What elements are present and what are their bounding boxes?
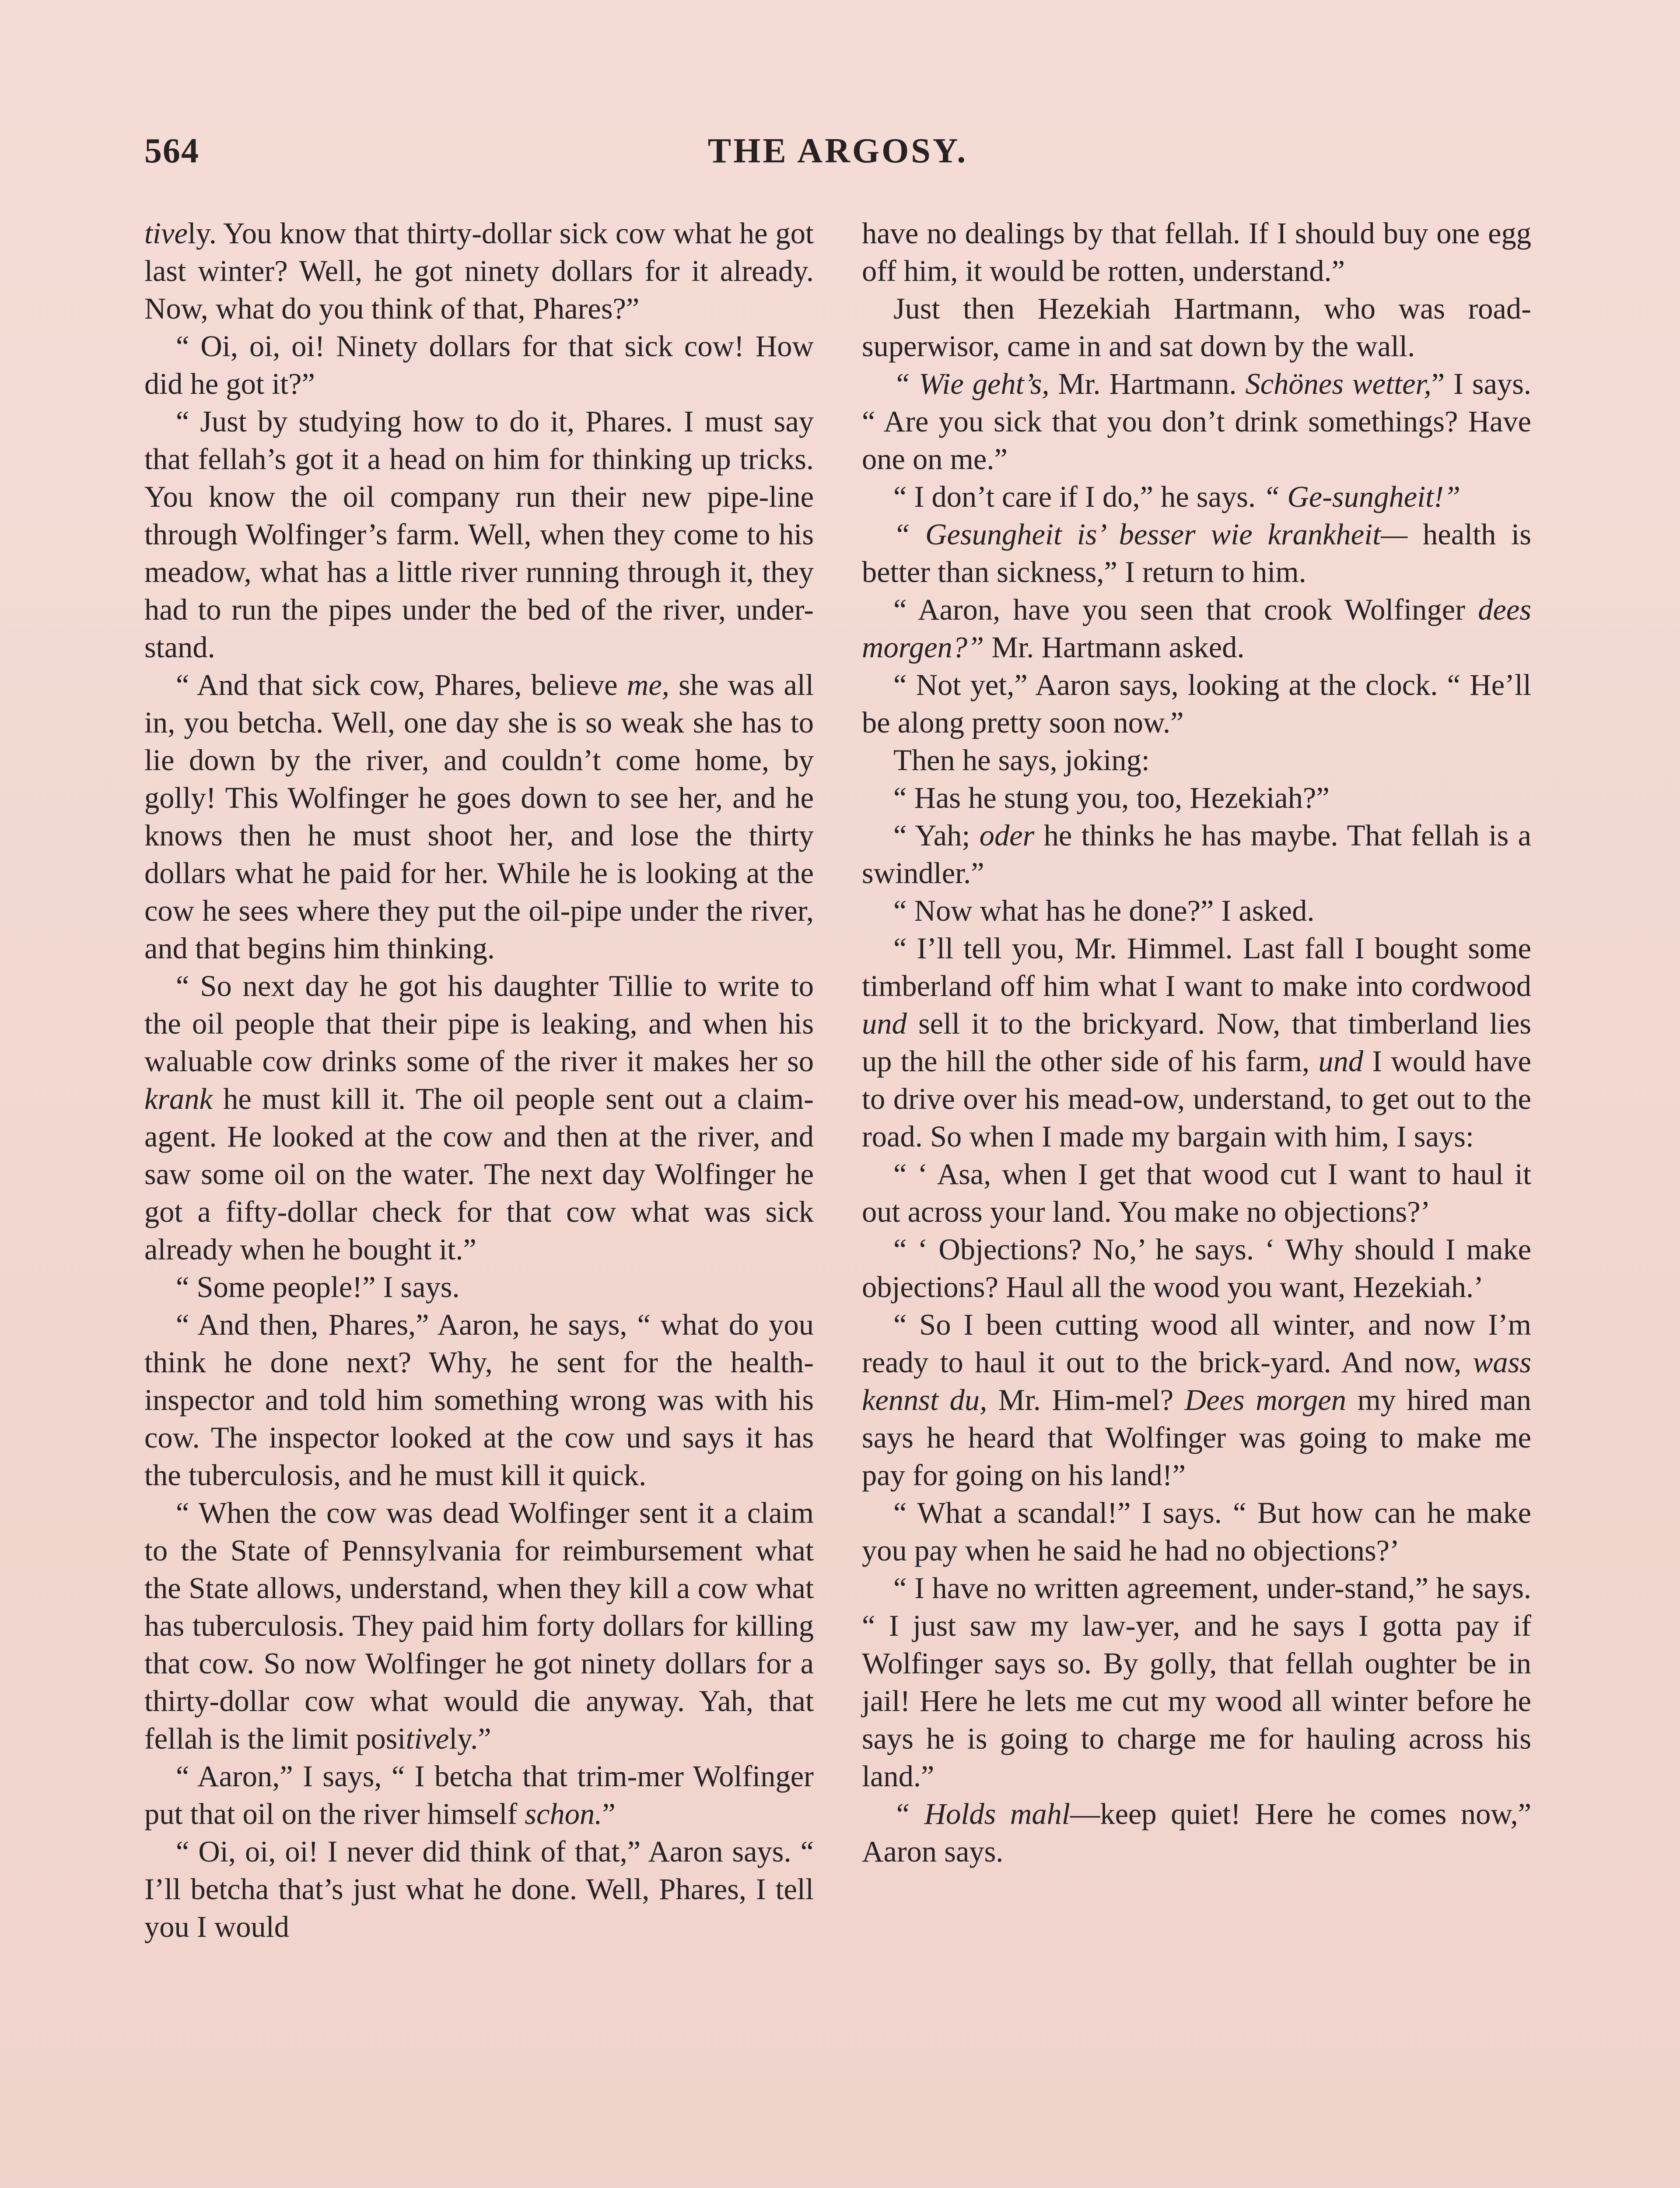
paragraph xyxy=(862,779,1531,817)
text-run: he must kill it. The oil people sent out a claim-agent. He looked at the cow and then at the river, and saw some oil on the water. The next day Wolfinger he got a fifty-dollar check for that cow what was sick already when he bought it.” xyxy=(144,1082,814,1266)
text-run: “ I’ll tell you, Mr. Himmel. Last fall I bought some timberland off him what I want to make into cordwood xyxy=(862,932,1531,1003)
paragraph xyxy=(862,1569,1531,1795)
text-run: he thinks he has maybe. That fellah is a swindler.” xyxy=(862,819,1531,890)
paragraph xyxy=(144,403,814,666)
italic-text: oder xyxy=(979,819,1035,852)
paragraph xyxy=(144,967,814,1268)
text-run: “ Some people!” I says. xyxy=(176,1270,460,1304)
paragraph xyxy=(862,1795,1531,1870)
text-run: Mr. Him-mel? xyxy=(987,1383,1185,1417)
paragraph xyxy=(144,214,814,327)
paragraph xyxy=(862,1494,1531,1569)
text-run: “ ‘ Objections? No,’ he says. ‘ Why should I make objections? Haul all the wood you want, Hezekiah.’ xyxy=(862,1233,1531,1304)
paragraph xyxy=(862,478,1531,515)
text-run: “ Aaron, have you seen that crook Wolfinger xyxy=(893,593,1478,626)
text-run: “ Not yet,” Aaron says, looking at the clock. “ He’ll be along pretty soon now.” xyxy=(862,668,1531,739)
text-run: “ Oi, oi, oi! Ninety dollars for that sick cow! How did he got it?” xyxy=(144,330,814,400)
paragraph xyxy=(862,892,1531,929)
italic-text: Schönes wetter, xyxy=(1245,367,1432,400)
italic-text: wass kennst du, xyxy=(862,1346,1531,1417)
paragraph xyxy=(144,1306,814,1494)
italic-text: Dees morgen xyxy=(1184,1383,1347,1417)
text-run: “ So next day he got his daughter Tillie to write to the oil people that their pipe is leaking, and when his waluable cow drinks some of the river it makes her so xyxy=(144,969,814,1078)
italic-text: dees morgen?” xyxy=(862,593,1531,664)
italic-text: tive xyxy=(406,1722,449,1755)
text-run: my hired man says he heard that Wolfinger was going to make me pay for going on his land!” xyxy=(862,1383,1532,1492)
text-run: “ So I been cutting wood all winter, and now I’m ready to haul it out to the brick-yard. And now, xyxy=(862,1308,1531,1379)
text-run: sell it to the brickyard. Now, that timberland lies up the hill the other side of his farm, xyxy=(862,1007,1531,1078)
text-run: “ And then, Phares,” Aaron, he says, “ what do you think he done next? Why, he sent for the health-inspector and told him something wrong was with his cow. The inspector looked at the cow und says it has the tuberculosis, and he must kill it quick. xyxy=(144,1308,814,1492)
text-run: “ I have no written agreement, under-stand,” he says. “ I just saw my law-yer, and he says I gotta pay if Wolfinger says so. By golly, that fellah oughter be in jail! Here he lets me cut my wood all winter before he says he is going to charge me for hauling across his land.” xyxy=(862,1571,1531,1793)
text-run: “ ‘ Asa, when I get that wood cut I want to haul it out across your land. You make no objections?’ xyxy=(862,1157,1531,1228)
paragraph xyxy=(144,327,814,403)
italic-text: tive xyxy=(144,217,188,250)
paragraph xyxy=(862,666,1531,741)
text-run: “ Has he stung you, too, Hezekiah?” xyxy=(893,781,1330,814)
text-run: health is better than sickness,” I return to him. xyxy=(862,518,1531,589)
italic-text: “ Gesungheit is’ besser wie krankheit— xyxy=(893,518,1408,551)
page-number: 564 xyxy=(144,132,200,170)
text-run: —keep quiet! Here he comes now,” Aaron says. xyxy=(862,1797,1531,1868)
page-header xyxy=(144,131,1531,179)
text-run: “ When the cow was dead Wolfinger sent it a claim to the State of Pennsylvania for reimbursement what the State allows, understand, when they kill a cow what has tuberculosis. They paid him forty dollars for killing that cow. So now Wolfinger he got ninety dollars for a thirty-dollar cow what would die anyway. Yah, that fellah is the limit posi xyxy=(144,1496,814,1755)
text-run: Mr. Hartmann. xyxy=(1049,367,1246,400)
italic-text: “ Holds mahl xyxy=(893,1797,1070,1830)
text-run: “ Aaron,” I says, “ I betcha that trim-mer Wolfinger put that oil on the river himself xyxy=(144,1760,814,1830)
paragraph xyxy=(144,1757,814,1833)
text-run: “ I don’t care if I do,” he says. xyxy=(893,480,1264,513)
italic-text: schon. xyxy=(525,1797,602,1830)
text-run: ” xyxy=(602,1797,616,1830)
text-run: ly.” xyxy=(449,1722,491,1755)
paragraph xyxy=(862,741,1531,779)
text-run: “ Just by studying how to do it, Phares. I must say that fellah’s got it a head on him for thinking up tricks. You know the oil company run their new pipe-line through Wolfinger’s farm. Well, when they come to his meadow, what has a little river running through it, they had to run the pipes under the bed of the river, under-stand. xyxy=(144,405,814,664)
paragraph xyxy=(862,290,1531,365)
text-run: I would have to drive over his mead-ow, understand, to get out to the road. So when I made my bargain with him, I says: xyxy=(862,1045,1531,1153)
paragraph xyxy=(144,1833,814,1946)
italic-text: me, xyxy=(626,668,669,701)
right-column xyxy=(862,214,1531,2188)
text-run: “ Now what has he done?” I asked. xyxy=(893,894,1315,927)
text-run: Mr. Hartmann asked. xyxy=(984,631,1245,664)
paragraph xyxy=(144,666,814,967)
italic-text: “ Ge-sungheit!” xyxy=(1263,480,1461,513)
italic-text: “ Wie geht’s, xyxy=(893,367,1050,400)
paragraph xyxy=(144,1494,814,1757)
text-run: “ And that sick cow, Phares, believe xyxy=(176,668,627,701)
text-columns xyxy=(144,214,1531,2188)
text-run: “ Oi, oi, oi! I never did think of that,” Aaron says. “ I’ll betcha that’s just what he done. Well, Phares, I tell you I would xyxy=(144,1835,814,1943)
paragraph xyxy=(862,1306,1531,1494)
text-run: ly. You know that thirty-dollar sick cow what he got last winter? Well, he got ninety dollars for it already. Now, what do you think of that, Phares?” xyxy=(144,217,814,325)
italic-text: und xyxy=(862,1007,907,1040)
text-run: have no dealings by that fellah. If I should buy one egg off him, it would be rotten, understand.” xyxy=(862,217,1531,288)
paragraph xyxy=(862,1155,1531,1231)
paragraph xyxy=(862,1231,1531,1306)
text-run: Then he says, joking: xyxy=(893,743,1150,777)
left-column xyxy=(144,214,814,2188)
text-run: Just then Hezekiah Hartmann, who was road-superwisor, came in and sat down by the wall. xyxy=(862,292,1531,363)
paragraph xyxy=(862,817,1531,892)
running-head: THE ARGOSY. xyxy=(707,132,968,170)
paragraph xyxy=(144,1268,814,1306)
italic-text: und xyxy=(1318,1045,1364,1078)
paragraph xyxy=(862,591,1531,666)
paragraph xyxy=(862,515,1531,591)
text-run: ” I says. “ Are you sick that you don’t drink somethings? Have one on me.” xyxy=(862,367,1532,476)
text-run: she was all in, you betcha. Well, one day she is so weak she has to lie down by the river, and couldn’t come home, by golly! This Wolfinger he goes down to see her, and he knows then he must shoot her, and lose the thirty dollars what he paid for her. While he is looking at the cow he sees where they put the oil-pipe under the river, and that begins him thinking. xyxy=(144,668,814,965)
paragraph xyxy=(862,929,1531,1155)
text-run: “ What a scandal!” I says. “ But how can he make you pay when he said he had no objections?’ xyxy=(862,1496,1531,1567)
text-run: “ Yah; xyxy=(893,819,980,852)
paragraph xyxy=(862,365,1531,478)
italic-text: krank xyxy=(144,1082,213,1115)
paragraph xyxy=(862,214,1531,290)
